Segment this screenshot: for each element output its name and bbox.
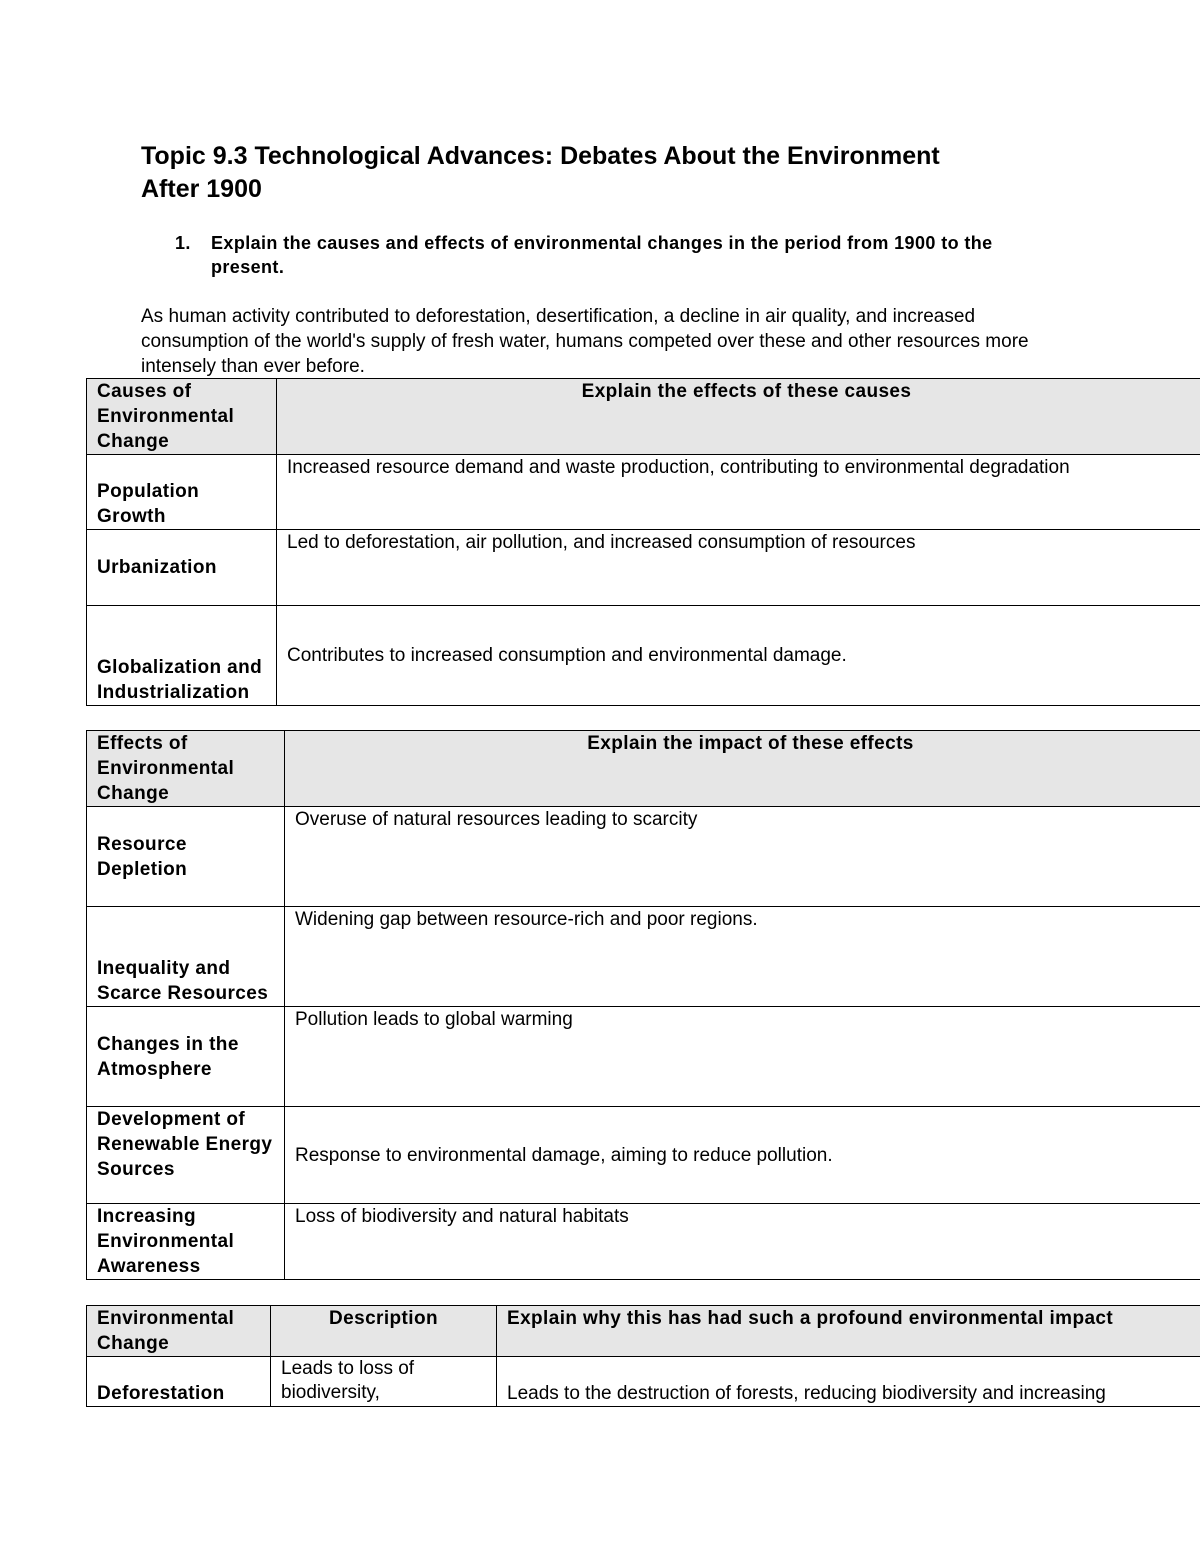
- table-row: [87, 907, 1200, 1007]
- question-number: 1.: [175, 233, 191, 253]
- effect-impact-text: Response to environmental damage, aiming to reduce pollution.: [285, 1107, 1200, 1204]
- change-impact: Leads to the destruction of forests, reducing biodiversity and increasing: [497, 1357, 1200, 1407]
- cause-label: Population Growth: [87, 455, 277, 530]
- effect-label: Inequality and Scarce Resources: [87, 907, 285, 1007]
- effect-label: Increasing Environmental Awareness: [87, 1204, 285, 1280]
- effects-header-right: Explain the impact of these effects: [285, 731, 1200, 807]
- causes-header-row: [87, 379, 1200, 455]
- table-row: [87, 606, 1200, 706]
- change-header-row: [87, 1306, 1200, 1357]
- title-line-2: After 1900: [141, 175, 262, 203]
- causes-table: [86, 378, 1200, 706]
- cause-effect-text: Increased resource demand and waste production, contributing to environmental degradation: [277, 455, 1200, 530]
- effects-header-row: [87, 731, 1200, 807]
- effect-impact-text: Pollution leads to global warming: [285, 1007, 1200, 1107]
- intro-paragraph: As human activity contributed to deforestation, desertification, a decline in air quality, and increased consumption of the world's supply of fresh water, humans competed over these and other resources more intensely than ever before.: [141, 306, 1029, 377]
- effects-header-left: Effects of Environmental Change: [87, 731, 285, 807]
- cause-effect-text: Led to deforestation, air pollution, and increased consumption of resources: [277, 530, 1200, 606]
- table-row: [87, 455, 1200, 530]
- effect-impact-text: Widening gap between resource-rich and poor regions.: [285, 907, 1200, 1007]
- table-row: [87, 1204, 1200, 1280]
- effects-table: [86, 730, 1200, 1280]
- effect-label: Changes in the Atmosphere: [87, 1007, 285, 1107]
- effect-label: Development of Renewable Energy Sources: [87, 1107, 285, 1204]
- cause-label: Urbanization: [87, 530, 277, 606]
- causes-header-right: Explain the effects of these causes: [277, 379, 1200, 455]
- effect-impact-text: Overuse of natural resources leading to scarcity: [285, 807, 1200, 907]
- title-line-1: Topic 9.3 Technological Advances: Debates About the Environment: [141, 142, 940, 170]
- change-description: Leads to loss of biodiversity,: [271, 1357, 497, 1407]
- effect-impact-text: Loss of biodiversity and natural habitats: [285, 1204, 1200, 1280]
- table-row: [87, 1007, 1200, 1107]
- table-row: [87, 1357, 1200, 1407]
- cause-label: Globalization and Industrialization: [87, 606, 277, 706]
- environmental-change-table: [86, 1305, 1200, 1407]
- change-header-1: Environmental Change: [87, 1306, 271, 1357]
- change-header-2: Description: [271, 1306, 497, 1357]
- page-title: [141, 140, 1141, 206]
- change-header-3: Explain why this has had such a profound environmental impact: [497, 1306, 1200, 1357]
- cause-effect-text: Contributes to increased consumption and environmental damage.: [277, 606, 1200, 706]
- table-row: [87, 807, 1200, 907]
- question-text: Explain the causes and effects of environmental changes in the period from 1900 to the present.: [211, 233, 993, 277]
- change-label: Deforestation: [87, 1357, 271, 1407]
- effect-label: Resource Depletion: [87, 807, 285, 907]
- table-row: [87, 1107, 1200, 1204]
- causes-header-left: Causes of Environmental Change: [87, 379, 277, 455]
- table-row: [87, 530, 1200, 606]
